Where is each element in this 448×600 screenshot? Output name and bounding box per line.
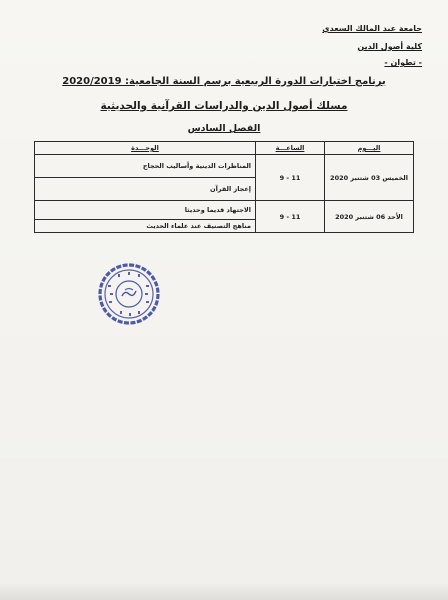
- table-row: [35, 201, 414, 220]
- university-name: جامعة عبد المالك السعدي: [322, 24, 422, 33]
- row2-unit-2: مناهج التصنيف عند علماء الحديث: [35, 220, 256, 233]
- document-title: برنامج اختبارات الدورة الربيعية برسم السنة الجامعية: 2020/2019: [62, 76, 386, 87]
- city-name: - تطوان -: [384, 58, 422, 67]
- row2-unit-1: الاجتهاد قديما وحديثا: [35, 201, 256, 220]
- semester-title: الفصل السادس: [187, 123, 261, 134]
- faculty-name: كلية أصول الدين: [357, 42, 422, 51]
- header-time: الساعـــة: [256, 142, 325, 155]
- row2-time: 11 - 9: [256, 201, 325, 233]
- table-header-row: [35, 142, 414, 155]
- table-row: [35, 155, 414, 178]
- row1-unit-2: إعجاز القرآن: [35, 178, 256, 201]
- page-shadow: [0, 582, 448, 600]
- exam-schedule-table: [34, 141, 414, 233]
- row1-day: الخميس 03 شتنبر 2020: [325, 155, 414, 201]
- track-title: مسلك أصول الدين والدراسات القرآنية والحديثية: [100, 100, 348, 112]
- header-day: اليـــوم: [325, 142, 414, 155]
- faculty-stamp-icon: [98, 263, 160, 325]
- row2-day: الأحد 06 شتنبر 2020: [325, 201, 414, 233]
- row1-time: 11 - 9: [256, 155, 325, 201]
- header-unit: الوحـــدة: [35, 142, 256, 155]
- row1-unit-1: المناظرات الدينية وأساليب الحجاج: [35, 155, 256, 178]
